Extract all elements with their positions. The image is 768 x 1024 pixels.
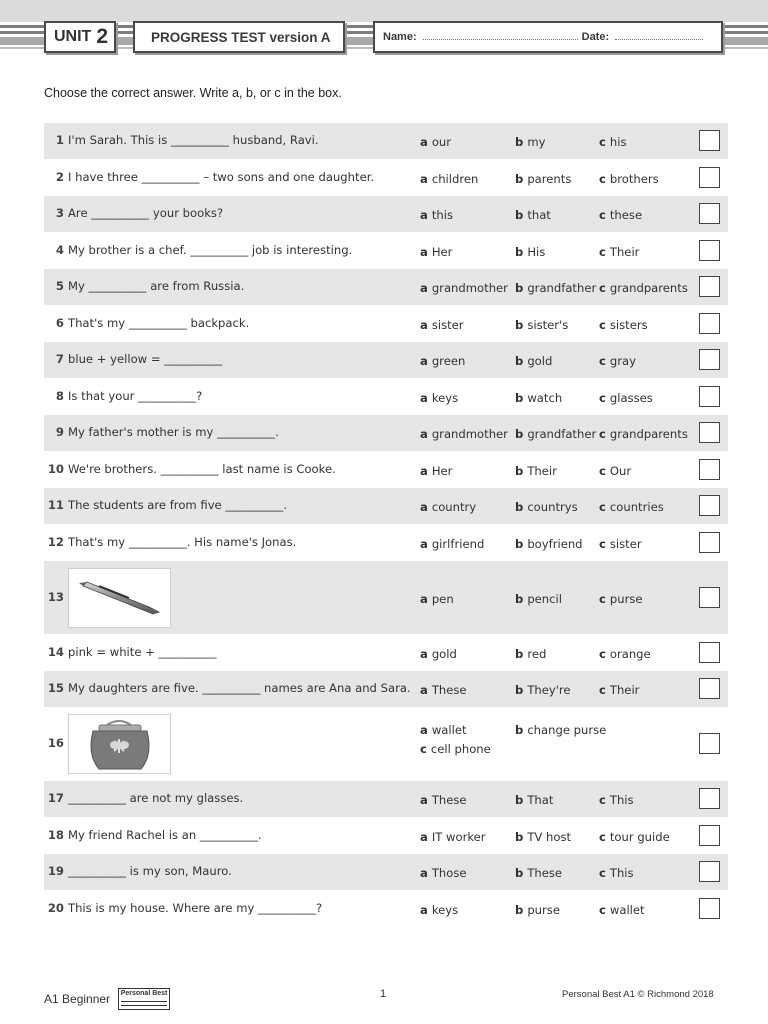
question-row — [44, 305, 728, 342]
answer-box[interactable] — [699, 898, 720, 919]
question-row — [44, 890, 728, 927]
option-letter: c — [599, 171, 606, 186]
option-text: purse — [527, 902, 560, 917]
question-row — [44, 671, 728, 707]
personal-best-logo: Personal Best — [118, 988, 170, 1010]
option-letter: b — [515, 208, 524, 222]
option-c — [599, 245, 639, 259]
option-a — [420, 318, 464, 332]
option-a — [420, 354, 465, 368]
name-label: Name: — [383, 31, 417, 43]
question-row — [44, 232, 728, 269]
option-letter: b — [515, 500, 524, 514]
option-text: This — [609, 866, 634, 880]
question-number: 3 — [55, 206, 64, 220]
option-text: These — [431, 793, 467, 807]
option-text: Those — [431, 866, 467, 880]
option-letter: b — [515, 723, 524, 737]
answer-box[interactable] — [699, 240, 720, 261]
question-number: 10 — [47, 461, 64, 476]
page-number: 1 — [380, 988, 387, 1000]
answer-box[interactable] — [699, 532, 720, 553]
option-text: our — [431, 135, 452, 149]
option-b — [515, 172, 571, 186]
option-text: Their — [609, 683, 640, 697]
option-text: country — [431, 500, 477, 514]
question-text: __________ are not my glasses. — [68, 791, 244, 805]
option-text: sisters — [609, 317, 648, 332]
question-row — [44, 488, 728, 524]
option-b — [515, 135, 545, 149]
question-text: My brother is a chef. __________ job is interesting. — [68, 242, 353, 257]
option-text: parents — [527, 171, 572, 186]
question-row — [44, 524, 728, 561]
option-text: purse — [609, 591, 643, 606]
option-text: glasses — [609, 390, 653, 405]
answer-box[interactable] — [699, 167, 720, 188]
option-c — [599, 172, 659, 186]
option-c — [420, 742, 491, 756]
option-text: sister — [609, 536, 642, 551]
option-a — [420, 391, 458, 405]
option-a — [420, 866, 467, 880]
question-text: pink = white + __________ — [68, 644, 217, 659]
option-a — [420, 683, 467, 697]
option-c — [599, 683, 639, 697]
option-c — [599, 281, 688, 295]
option-b — [515, 723, 606, 737]
option-text: grandmother — [431, 281, 508, 295]
option-letter: b — [515, 427, 524, 441]
option-b — [515, 281, 596, 295]
option-text: This — [609, 793, 634, 807]
option-c — [599, 592, 643, 606]
option-a — [420, 427, 508, 441]
option-letter: c — [599, 354, 606, 368]
answer-box[interactable] — [699, 825, 720, 846]
option-a — [420, 903, 458, 917]
option-a — [420, 830, 486, 844]
option-letter: a — [420, 208, 428, 222]
option-text: Her — [431, 463, 453, 478]
copyright: Personal Best A1 © Richmond 2018 — [562, 989, 714, 1000]
question-number: 1 — [55, 133, 64, 147]
option-letter: b — [515, 317, 524, 332]
answer-box[interactable] — [699, 733, 720, 754]
question-number: 17 — [47, 791, 64, 805]
pen-image — [68, 568, 171, 628]
question-row — [44, 561, 728, 634]
option-text: cell phone — [430, 742, 491, 756]
option-text: children — [431, 171, 479, 186]
option-text: grandfather — [527, 427, 597, 441]
answer-box[interactable] — [699, 587, 720, 608]
option-b — [515, 592, 562, 606]
option-c — [599, 354, 636, 368]
date-label: Date: — [581, 31, 610, 43]
question-row — [44, 269, 728, 305]
question-text: We're brothers. __________ last name is Cooke. — [68, 461, 336, 476]
option-text: Our — [609, 463, 632, 478]
option-b — [515, 245, 545, 259]
level-label: A1 Beginner — [44, 992, 111, 1006]
answer-box[interactable] — [699, 788, 720, 809]
option-letter: c — [599, 317, 606, 332]
option-letter: c — [599, 463, 606, 478]
option-c — [599, 793, 634, 807]
option-b — [515, 793, 553, 807]
answer-box[interactable] — [699, 386, 720, 407]
question-row — [44, 634, 728, 671]
option-letter: a — [420, 244, 428, 259]
option-b — [515, 647, 546, 661]
question-number: 19 — [47, 864, 64, 878]
option-a — [420, 172, 478, 186]
question-row — [44, 817, 728, 854]
question-row — [44, 854, 728, 890]
option-letter: a — [420, 866, 428, 880]
option-b — [515, 866, 562, 880]
answer-box[interactable] — [699, 642, 720, 663]
question-text: This is my house. Where are my __________? — [68, 900, 323, 915]
option-text: pen — [431, 591, 454, 606]
option-text: gray — [609, 354, 636, 368]
question-number: 11 — [47, 498, 64, 512]
header-band — [0, 0, 768, 60]
question-text: My friend Rachel is an __________. — [68, 827, 262, 842]
option-text: grandfather — [527, 281, 597, 295]
question-number: 18 — [47, 827, 64, 842]
option-c — [599, 318, 648, 332]
option-text: countrys — [527, 500, 578, 514]
option-text: Her — [431, 244, 453, 259]
option-a — [420, 793, 467, 807]
option-letter: c — [599, 135, 606, 149]
option-c — [599, 830, 670, 844]
option-b — [515, 830, 571, 844]
option-letter: c — [599, 902, 606, 917]
answer-box[interactable] — [699, 678, 720, 699]
option-text: my — [527, 135, 546, 149]
option-letter: b — [515, 135, 524, 149]
option-text: gold — [527, 354, 553, 368]
date-field[interactable] — [615, 34, 703, 40]
option-text: Their — [609, 244, 640, 259]
option-text: his — [609, 135, 627, 149]
option-letter: a — [420, 171, 428, 186]
question-number: 6 — [55, 315, 64, 330]
footer-level — [44, 988, 170, 1010]
question-row — [44, 196, 728, 232]
option-letter: b — [515, 171, 524, 186]
answer-box[interactable] — [699, 495, 720, 516]
question-table — [44, 123, 728, 927]
option-text: That — [527, 793, 554, 807]
option-text: keys — [431, 902, 459, 917]
question-number: 4 — [55, 242, 64, 257]
option-a — [420, 592, 454, 606]
option-letter: a — [420, 500, 428, 514]
answer-box[interactable] — [699, 203, 720, 224]
test-title: PROGRESS TEST version A — [151, 29, 331, 45]
question-number: 8 — [55, 388, 64, 403]
option-text: grandparents — [609, 281, 688, 295]
option-letter: c — [599, 793, 606, 807]
option-text: sister's — [527, 317, 569, 332]
option-b — [515, 537, 583, 551]
option-letter: c — [420, 742, 427, 756]
unit-number: 2 — [96, 25, 109, 48]
option-c — [599, 391, 653, 405]
question-text: My daughters are five. __________ names are Ana and Sara. — [68, 681, 411, 695]
option-c — [599, 208, 642, 222]
option-text: watch — [527, 390, 563, 405]
answer-box[interactable] — [699, 422, 720, 443]
option-text: Their — [527, 463, 557, 478]
question-text: blue + yellow = __________ — [68, 352, 223, 366]
answer-box[interactable] — [699, 459, 720, 480]
option-c — [599, 464, 631, 478]
option-text: TV host — [527, 829, 572, 844]
instructions: Choose the correct answer. Write a, b, or c in the box. — [44, 86, 342, 100]
option-letter: b — [515, 829, 524, 844]
question-text: The students are from five __________. — [68, 498, 288, 512]
option-c — [599, 866, 634, 880]
question-number: 7 — [55, 352, 64, 366]
option-letter: c — [599, 244, 606, 259]
option-text: boyfriend — [527, 536, 583, 551]
option-letter: a — [420, 591, 428, 606]
option-a — [420, 281, 508, 295]
option-letter: b — [515, 244, 524, 259]
option-text: pencil — [527, 591, 562, 606]
option-letter: c — [599, 390, 606, 405]
answer-box[interactable] — [699, 861, 720, 882]
question-text: My __________ are from Russia. — [68, 279, 245, 293]
option-text: They're — [527, 683, 571, 697]
option-text: these — [609, 208, 643, 222]
answer-box[interactable] — [699, 349, 720, 370]
option-b — [515, 683, 571, 697]
name-date-box — [373, 21, 723, 53]
option-letter: c — [599, 646, 606, 661]
question-number: 9 — [55, 425, 64, 439]
option-letter: b — [515, 354, 524, 368]
option-b — [515, 354, 552, 368]
option-text: girlfriend — [431, 536, 485, 551]
option-c — [599, 903, 645, 917]
question-row — [44, 451, 728, 488]
option-letter: c — [599, 536, 606, 551]
option-b — [515, 391, 562, 405]
option-letter: b — [515, 390, 524, 405]
option-letter: b — [515, 793, 524, 807]
option-letter: a — [420, 536, 428, 551]
option-c — [599, 500, 664, 514]
question-text: I'm Sarah. This is __________ husband, Ravi. — [68, 133, 319, 147]
option-letter: c — [599, 591, 606, 606]
question-row — [44, 378, 728, 415]
option-letter: a — [420, 463, 428, 478]
question-number: 12 — [47, 534, 64, 549]
option-text: change purse — [527, 723, 607, 737]
option-a — [420, 464, 452, 478]
option-letter: b — [515, 536, 524, 551]
option-letter: a — [420, 646, 428, 661]
option-c — [599, 647, 651, 661]
option-letter: a — [420, 829, 428, 844]
option-letter: c — [599, 829, 606, 844]
option-a — [420, 647, 457, 661]
option-a — [420, 500, 476, 514]
option-text: grandparents — [609, 427, 688, 441]
option-letter: a — [420, 427, 428, 441]
answer-box[interactable] — [699, 130, 720, 151]
option-text: These — [527, 866, 563, 880]
option-text: orange — [609, 646, 651, 661]
question-text: __________ is my son, Mauro. — [68, 864, 232, 878]
question-row — [44, 415, 728, 451]
option-letter: a — [420, 793, 428, 807]
option-text: brothers — [609, 171, 659, 186]
option-text: that — [527, 208, 551, 222]
option-b — [515, 208, 551, 222]
option-letter: b — [515, 902, 524, 917]
option-text: keys — [431, 390, 459, 405]
answer-box[interactable] — [699, 313, 720, 334]
option-b — [515, 427, 596, 441]
option-letter: b — [515, 866, 524, 880]
option-text: gold — [431, 646, 457, 661]
option-letter: c — [599, 208, 606, 222]
option-text: His — [527, 244, 546, 259]
option-letter: a — [420, 390, 428, 405]
option-a — [420, 723, 467, 737]
option-text: These — [431, 683, 467, 697]
option-letter: a — [420, 683, 428, 697]
option-text: countries — [609, 500, 664, 514]
question-text: Are __________ your books? — [68, 206, 224, 220]
question-text: I have three __________ – two sons and one daughter. — [68, 169, 375, 184]
question-row — [44, 342, 728, 378]
option-letter: b — [515, 591, 524, 606]
question-row — [44, 123, 728, 159]
option-text: this — [431, 208, 453, 222]
option-letter: a — [420, 354, 428, 368]
option-letter: b — [515, 646, 524, 661]
question-number: 2 — [55, 169, 64, 184]
option-c — [599, 537, 642, 551]
option-a — [420, 245, 452, 259]
question-row — [44, 781, 728, 817]
question-number: 15 — [47, 681, 64, 695]
option-letter: a — [420, 135, 428, 149]
option-c — [599, 427, 688, 441]
option-a — [420, 208, 453, 222]
question-number: 13 — [47, 589, 64, 604]
option-text: wallet — [431, 723, 467, 737]
option-letter: b — [515, 281, 524, 295]
question-number: 5 — [55, 279, 64, 293]
question-text: That's my __________. His name's Jonas. — [68, 534, 297, 549]
change-purse-image — [68, 714, 171, 774]
question-number: 20 — [47, 900, 64, 915]
question-number: 14 — [47, 644, 64, 659]
option-a — [420, 537, 484, 551]
header-band-background — [0, 0, 768, 22]
option-text: red — [527, 646, 547, 661]
question-text: That's my __________ backpack. — [68, 315, 250, 330]
option-b — [515, 464, 557, 478]
option-text: wallet — [609, 902, 645, 917]
option-c — [599, 135, 627, 149]
option-letter: c — [599, 427, 606, 441]
option-letter: b — [515, 683, 524, 697]
option-letter: c — [599, 500, 606, 514]
option-text: green — [431, 354, 466, 368]
option-b — [515, 903, 560, 917]
option-letter: c — [599, 281, 606, 295]
option-b — [515, 318, 568, 332]
option-text: grandmother — [431, 427, 508, 441]
test-title-box — [133, 21, 345, 53]
option-text: sister — [431, 317, 464, 332]
option-letter: b — [515, 463, 524, 478]
answer-box[interactable] — [699, 276, 720, 297]
question-number: 16 — [47, 736, 64, 750]
option-a — [420, 135, 451, 149]
option-letter: c — [599, 866, 606, 880]
question-row — [44, 159, 728, 196]
name-field[interactable] — [423, 34, 578, 40]
unit-label: UNIT — [54, 28, 92, 45]
option-text: IT worker — [431, 829, 486, 844]
unit-box — [44, 21, 116, 53]
question-text: My father's mother is my __________. — [68, 425, 279, 439]
option-letter: a — [420, 723, 428, 737]
option-letter: a — [420, 902, 428, 917]
option-text: tour guide — [609, 829, 670, 844]
option-letter: a — [420, 317, 428, 332]
question-row — [44, 707, 728, 781]
option-b — [515, 500, 578, 514]
question-text: Is that your __________? — [68, 388, 203, 403]
option-letter: c — [599, 683, 606, 697]
option-letter: a — [420, 281, 428, 295]
